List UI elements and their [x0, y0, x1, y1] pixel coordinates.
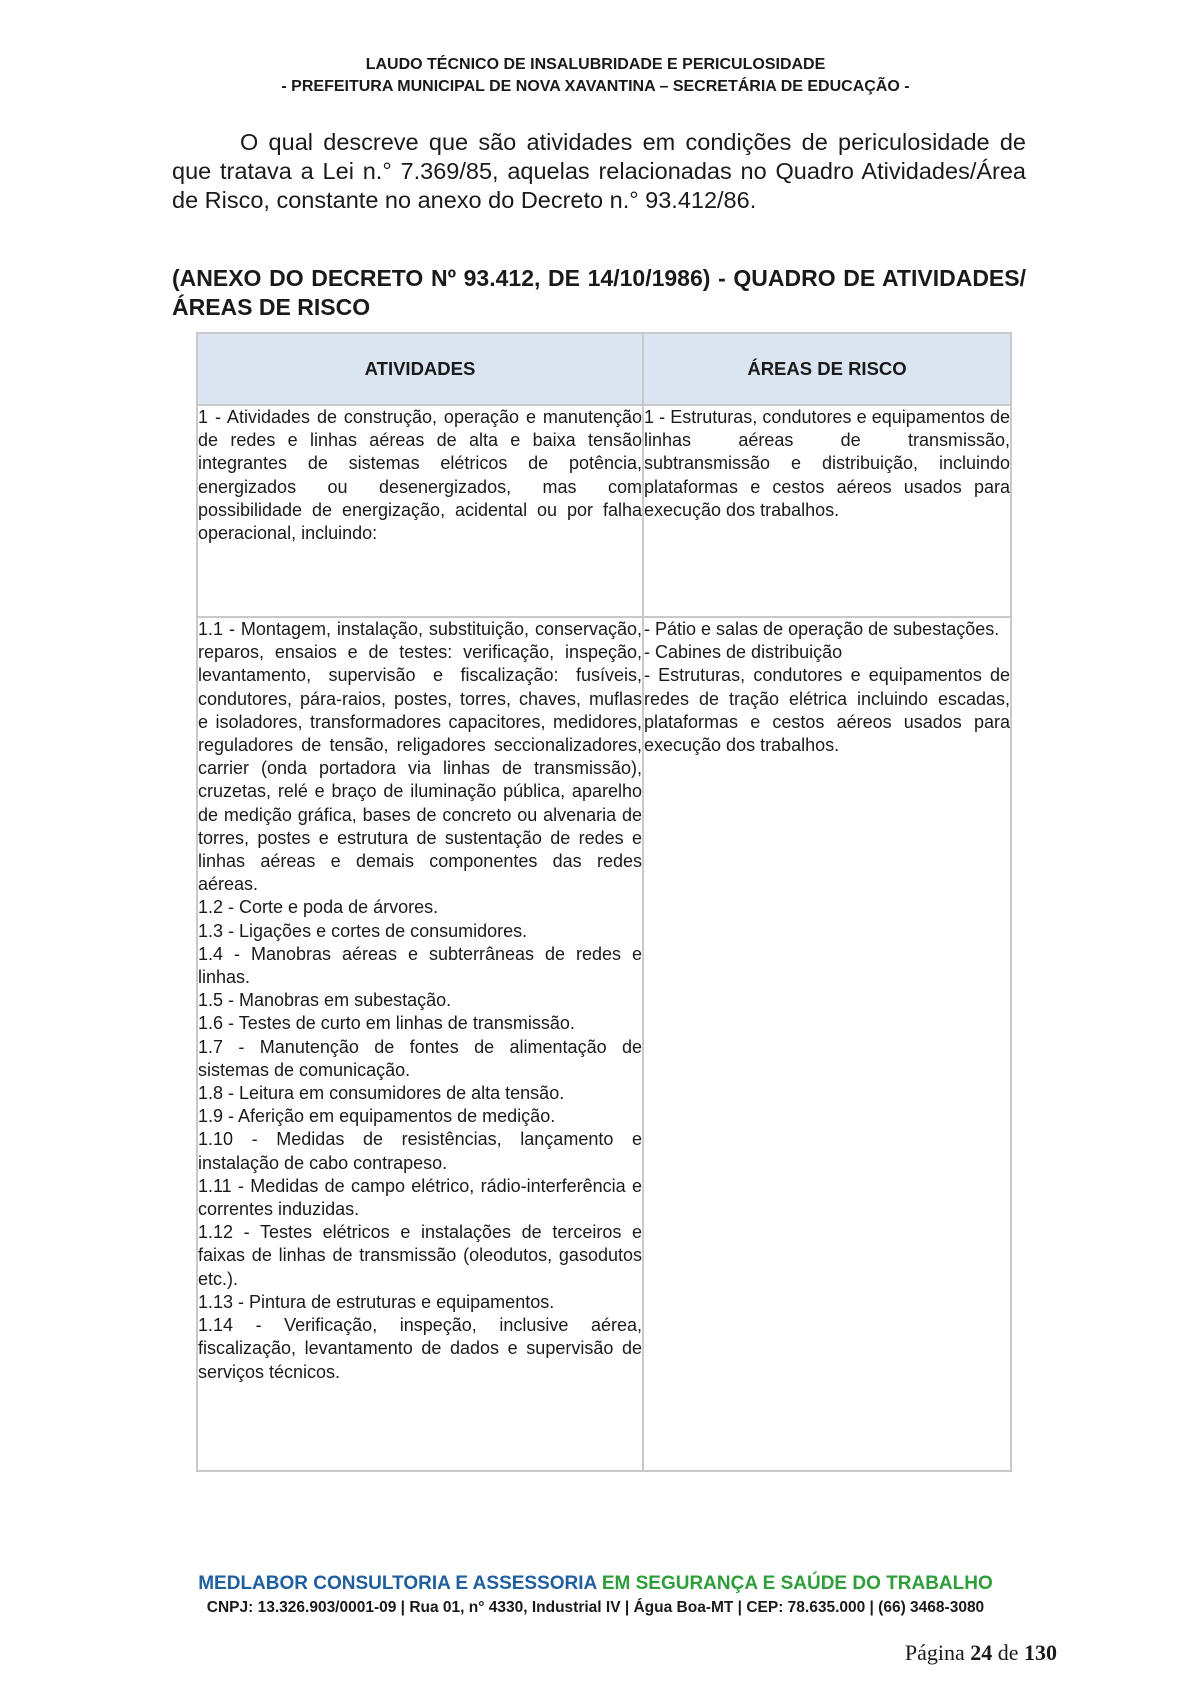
activities-cell	[197, 617, 643, 1471]
section-title: (ANEXO DO DECRETO Nº 93.412, DE 14/10/1986) - QUADRO DE ATIVIDADES/ÁREAS DE RISCO	[172, 265, 1026, 320]
footer-company-tagline: EM SEGURANÇA E SAÚDE DO TRABALHO	[596, 1573, 993, 1594]
activity-item: 1.10 - Medidas de resistências, lançamento e instalação de cabo contrapeso.	[198, 1129, 642, 1173]
footer-company-name: MEDLABOR CONSULTORIA E ASSESSORIA	[198, 1573, 597, 1594]
page-total: 130	[1024, 1640, 1057, 1665]
activity-item: 1.3 - Ligações e cortes de consumidores.	[198, 920, 528, 941]
activity-item: 1.14 - Verificação, inspeção, inclusive aérea, fiscalização, levantamento de dados e supervisão de serviços técnicos.	[198, 1315, 642, 1382]
document-header	[0, 54, 1191, 98]
page-number	[905, 1640, 1057, 1666]
activity-item: 1.4 - Manobras aéreas e subterrâneas de redes e linhas.	[198, 943, 642, 988]
header-line-2: - PREFEITURA MUNICIPAL DE NOVA XAVANTINA – SECRETÁRIA DE EDUCAÇÃO -	[281, 78, 910, 95]
document-footer	[0, 1572, 1191, 1619]
intro-paragraph	[172, 128, 1026, 215]
area-item: - Cabines de distribuição	[644, 642, 843, 663]
area-item: 1 - Estruturas, condutores e equipamentos de linhas aéreas de transmissão, subtransmissão e distribuição, incluindo plataformas e cestos aéreos usados para execução dos trabalhos.	[644, 407, 1010, 520]
area-item: - Pátio e salas de operação de subestações.	[644, 619, 1000, 639]
activity-item: 1.9 - Aferição em equipamentos de medição.	[198, 1106, 556, 1127]
header-atividades: ATIVIDADES	[197, 333, 643, 405]
page-of: de	[997, 1640, 1019, 1665]
areas-cell	[643, 405, 1011, 617]
activity-item: 1.7 - Manutenção de fontes de alimentação de sistemas de comunicação.	[198, 1036, 642, 1080]
intro-text: O qual descreve que são atividades em condições de periculosidade de que tratava a Lei n.° 7.369/85, aquelas relacionadas no Quadro Atividades/Área de Risco, constante no anexo do Decreto n.° 93.412/86.	[172, 129, 1026, 213]
areas-cell	[643, 617, 1011, 1471]
activity-item: 1.1 - Montagem, instalação, substituição, conservação, reparos, ensaios e de testes: verificação, inspeção, levantamento, supervisão e fiscalização: fusíveis, condutores, pára-raios, postes, torres, chaves, muflas e isoladores, transformadores capacitores, medidores, reguladores de tensão, religadores seccionalizadores, carrier (onda portadora via linhas de transmissão), cruzetas, relé e braço de iluminação pública, aparelho de medição gráfica, bases de concreto ou alvenaria de torres, postes e estrutura de sustentação de redes e linhas aéreas e demais componentes das redes aéreas.	[198, 619, 642, 895]
activity-item: 1.12 - Testes elétricos e instalações de terceiros e faixas de linhas de transmissão (oleodutos, gasodutos etc.).	[198, 1222, 642, 1289]
activity-item: 1.6 - Testes de curto em linhas de transmissão.	[198, 1013, 575, 1034]
activity-item: 1.13 - Pintura de estruturas e equipamentos.	[198, 1291, 555, 1312]
table-header-row	[197, 333, 1011, 405]
activity-item: 1.8 - Leitura em consumidores de alta tensão.	[198, 1083, 565, 1104]
area-item: - Estruturas, condutores e equipamentos de redes de tração elétrica incluindo escadas, plataformas e cestos aéreos usados para execução dos trabalhos.	[644, 665, 1010, 756]
header-areas-de-risco: ÁREAS DE RISCO	[643, 333, 1011, 405]
table-row	[197, 617, 1011, 1471]
table-row	[197, 405, 1011, 617]
page-label: Página	[904, 1640, 965, 1665]
activity-item: 1.2 - Corte e poda de árvores.	[198, 897, 439, 918]
activities-cell	[197, 405, 643, 617]
footer-address: CNPJ: 13.326.903/0001-09 | Rua 01, n° 4330, Industrial IV | Água Boa-MT | CEP: 78.635.000 | (66) 3468-3080	[206, 1599, 985, 1616]
page-current: 24	[970, 1640, 993, 1665]
footer-company	[0, 1572, 1191, 1596]
risk-activities-table	[196, 332, 1012, 1472]
activity-item: 1.11 - Medidas de campo elétrico, rádio-interferência e correntes induzidas.	[198, 1175, 642, 1220]
activity-item: 1.5 - Manobras em subestação.	[198, 990, 452, 1011]
activity-item: 1 - Atividades de construção, operação e manutenção de redes e linhas aéreas de alta e baixa tensão integrantes de sistemas elétricos de potência, energizados ou desenergizados, mas com possibilidade de energização, acidental ou por falha operacional, incluindo:	[198, 407, 642, 544]
header-line-1: LAUDO TÉCNICO DE INSALUBRIDADE E PERICULOSIDADE	[365, 56, 826, 73]
